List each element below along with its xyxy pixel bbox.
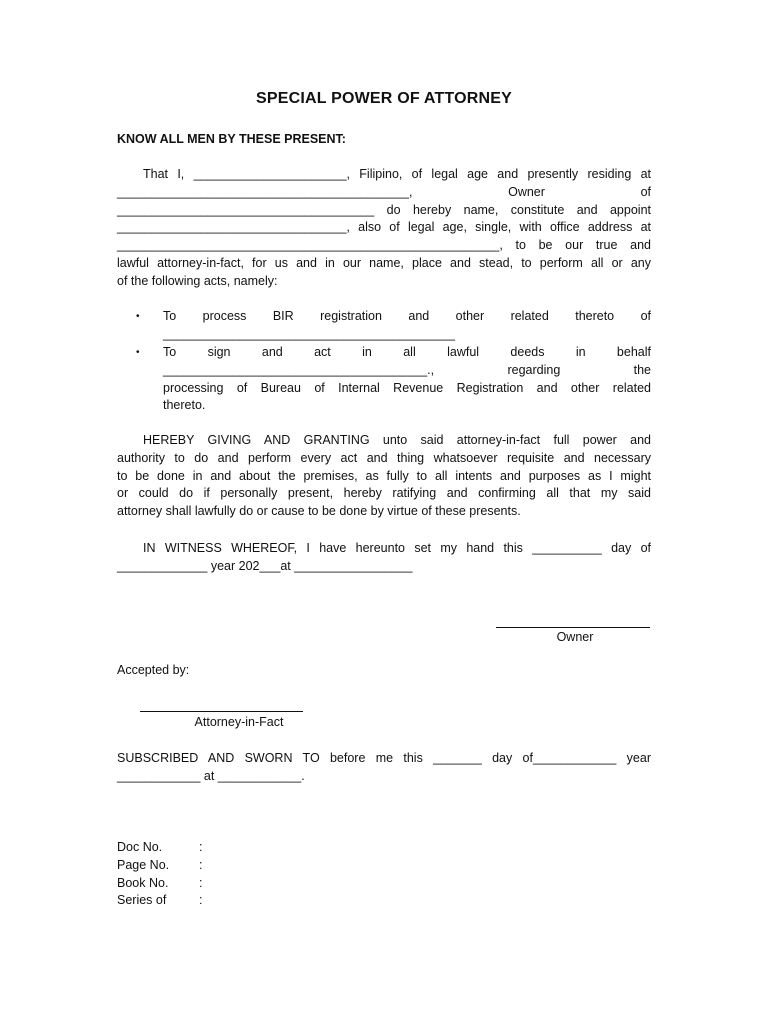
bullet-1-text	[163, 308, 651, 344]
para3-line-1: IN WITNESS WHEREOF, I have hereunto set my hand this __________ day of	[143, 541, 651, 555]
para2-line-1: HEREBY GIVING AND GRANTING unto said attorney-in-fact full power and	[143, 433, 651, 447]
notary-series-label: Series of	[117, 893, 167, 908]
bullet2-line-1: To sign and act in all lawful deeds in behalf	[163, 345, 651, 359]
bullet1-line-1: To process BIR registration and other related thereto of	[163, 309, 651, 323]
notary-book-label: Book No.	[117, 875, 169, 890]
bullet-2-marker: •	[136, 347, 140, 358]
bullet1-line-2: __________________________________________	[163, 326, 455, 341]
para2-line-4: or could do if personally present, hereby ratifying and confirming all that my said	[117, 486, 651, 501]
accepted-by-label: Accepted by:	[117, 663, 190, 677]
notary-page-colon: :	[199, 857, 203, 872]
para1-line-2: __________________________________________, Owner of	[117, 184, 651, 199]
owner-signature-line	[496, 627, 650, 628]
notary-row-series	[117, 892, 202, 910]
para1-line-5: _______________________________________________________, to be our true and	[117, 238, 651, 253]
granting-paragraph	[117, 432, 651, 521]
notary-row-page	[117, 857, 202, 875]
bullet-2-text	[163, 344, 651, 415]
para4-line-1: SUBSCRIBED AND SWORN TO before me this _______ day of____________ year	[117, 751, 651, 765]
notary-page-label: Page No.	[117, 857, 170, 872]
attorney-in-fact-label: Attorney-in-Fact	[194, 715, 284, 729]
attorney-signature-line	[140, 711, 303, 712]
bullet2-line-2: ______________________________________., regarding the	[163, 362, 651, 377]
bullet2-line-4: thereto.	[163, 398, 206, 413]
notary-block	[117, 839, 202, 910]
para2-line-5: attorney shall lawfully do or cause to be done by virtue of these presents.	[117, 504, 521, 519]
bullet2-line-3: processing of Bureau of Internal Revenue Registration and other related	[163, 380, 651, 395]
para3-line-2: _____________ year 202___at _________________	[117, 558, 413, 573]
document-title: SPECIAL POWER OF ATTORNEY	[256, 90, 512, 107]
para4-line-2: ____________ at ____________.	[117, 768, 305, 783]
para1-line-6: lawful attorney-in-fact, for us and in our name, place and stead, to perform all or any	[117, 255, 651, 270]
notary-doc-label: Doc No.	[117, 840, 163, 854]
subscribed-paragraph	[117, 750, 651, 786]
para1-line-7: of the following acts, namely:	[117, 273, 278, 288]
notary-book-colon: :	[199, 875, 203, 890]
notary-series-colon: :	[199, 893, 203, 908]
para1-line-1: That I, ______________________, Filipino, of legal age and presently residing at	[143, 167, 651, 181]
para2-line-3: to be done in and about the premises, as fully to all intents and purposes as I might	[117, 468, 651, 483]
opening-heading: KNOW ALL MEN BY THESE PRESENT:	[117, 132, 346, 146]
bullet-1-marker: •	[136, 311, 140, 322]
para1-line-3: _____________________________________ do hereby name, constitute and appoint	[117, 202, 651, 217]
para1-line-4: _________________________________, also of legal age, single, with office address at	[117, 220, 651, 235]
owner-label: Owner	[556, 630, 594, 644]
appointment-paragraph	[117, 166, 651, 291]
notary-row-book	[117, 875, 202, 893]
notary-doc-colon: :	[199, 840, 203, 854]
witness-paragraph	[117, 540, 651, 576]
para2-line-2: authority to do and perform every act and thing whatsoever requisite and necessary	[117, 450, 651, 465]
notary-row-doc	[117, 839, 202, 857]
